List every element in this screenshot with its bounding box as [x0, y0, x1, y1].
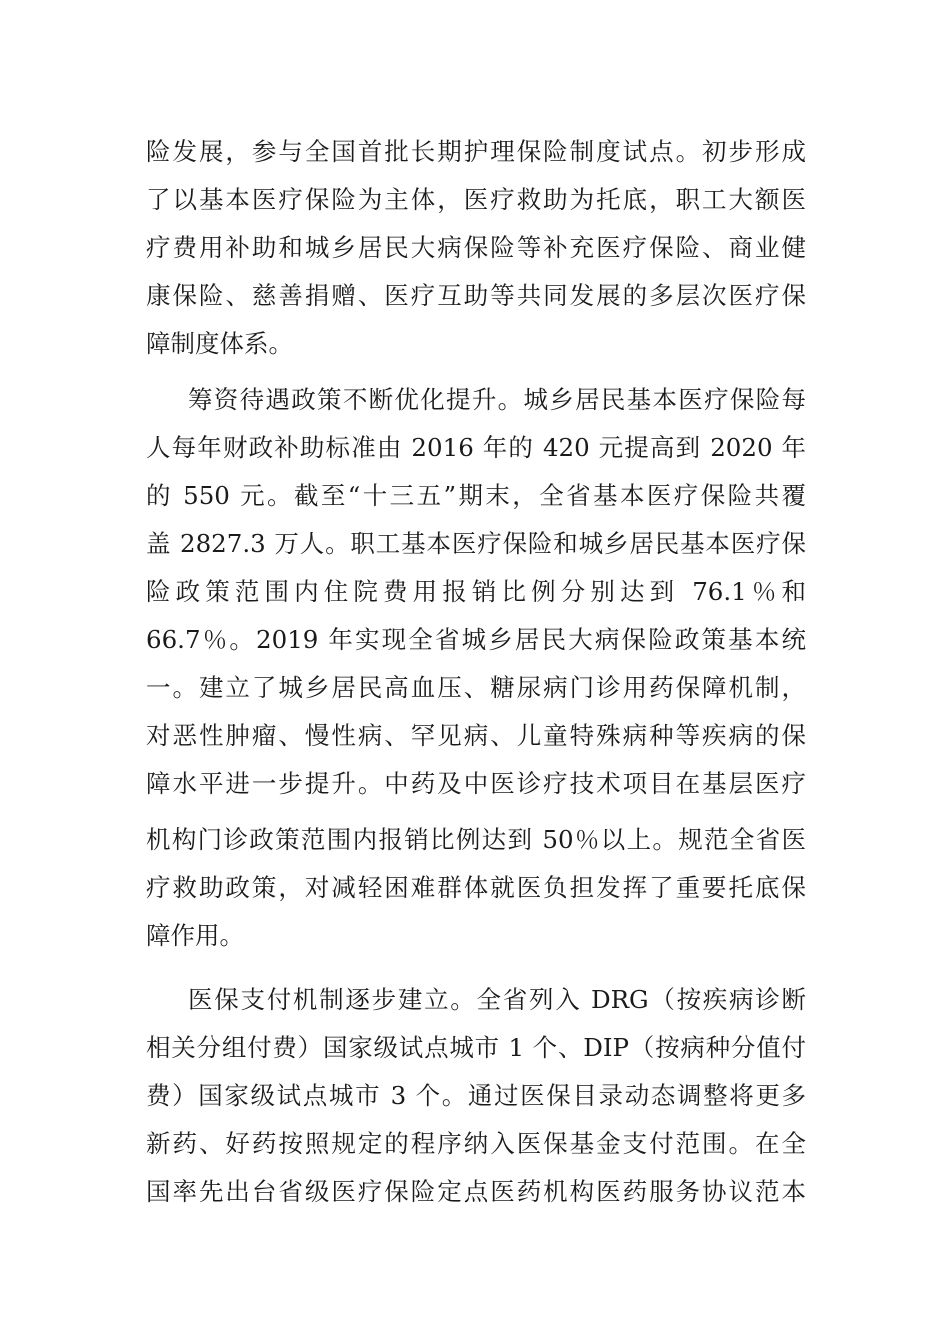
text-line: 机构门诊政策范围内报销比例达到 50％以上。规范全省医 [146, 825, 806, 854]
text-line: 疗救助政策，对减轻困难群体就医负担发挥了重要托底保 [146, 873, 806, 902]
text-line: 的 550 元。截至“十三五”期末，全省基本医疗保险共覆 [146, 481, 806, 510]
text-line: 障作用。 [146, 921, 244, 950]
text-line: 人每年财政补助标准由 2016 年的 420 元提高到 2020 年 [146, 433, 806, 462]
text-line: 新药、好药按照规定的程序纳入医保基金支付范围。在全 [146, 1129, 806, 1158]
text-line: 了以基本医疗保险为主体，医疗救助为托底，职工大额医 [146, 185, 806, 214]
text-line: 费）国家级试点城市 3 个。通过医保目录动态调整将更多 [146, 1081, 806, 1110]
text-line: 盖 2827.3 万人。职工基本医疗保险和城乡居民基本医疗保 [146, 529, 806, 558]
text-line: 对恶性肿瘤、慢性病、罕见病、儿童特殊病种等疾病的保 [146, 721, 806, 750]
text-line: 疗费用补助和城乡居民大病保险等补充医疗保险、商业健 [146, 233, 806, 262]
text-line: 障水平进一步提升。中药及中医诊疗技术项目在基层医疗 [146, 769, 806, 798]
text-line: 障制度体系。 [146, 329, 293, 358]
text-line: 险发展，参与全国首批长期护理保险制度试点。初步形成 [146, 137, 806, 166]
text-line: 险政策范围内住院费用报销比例分别达到 76.1％和 [146, 577, 806, 606]
text-line: 医保支付机制逐步建立。全省列入 DRG（按疾病诊断 [188, 985, 806, 1014]
text-line: 相关分组付费）国家级试点城市 1 个、DIP（按病种分值付 [146, 1033, 806, 1062]
text-line: 一。建立了城乡居民高血压、糖尿病门诊用药保障机制， [146, 673, 806, 702]
text-line: 康保险、慈善捐赠、医疗互助等共同发展的多层次医疗保 [146, 281, 806, 310]
text-line: 66.7％。2019 年实现全省城乡居民大病保险政策基本统 [146, 625, 806, 654]
text-line: 国率先出台省级医疗保险定点医药机构医药服务协议范本 [146, 1177, 806, 1206]
text-line: 筹资待遇政策不断优化提升。城乡居民基本医疗保险每 [188, 385, 806, 414]
